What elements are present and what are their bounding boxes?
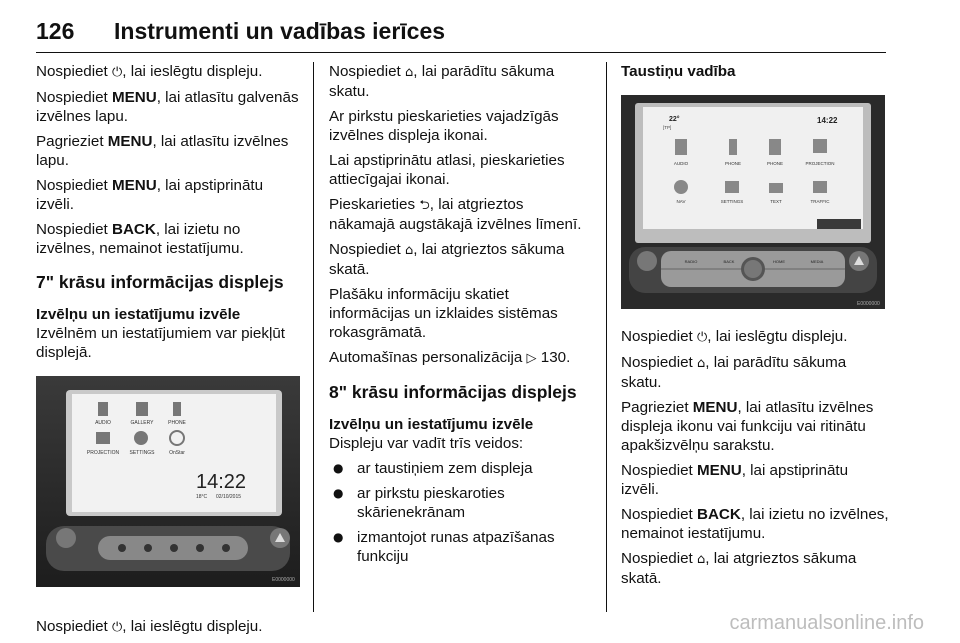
app-label: PHONE (766, 161, 784, 166)
subsection-heading: Izvēlņu un iestatījumu izvēle (329, 416, 534, 433)
paragraph: Lai apstiprinātu atlasi, pieskarieties attiecīgajai ikonai. (329, 152, 565, 188)
paragraph: Pagrieziet MENU, lai atlasītu izvēlnes displeja ikonu vai funkciju vai ritinātu apakšizvēlņu sarakstu. (621, 399, 874, 454)
app-label: PROJECTION (86, 450, 120, 456)
bullet-list (329, 459, 593, 566)
paragraph: Nospiediet BACK, lai izietu no izvēlnes, nemainot iestatījumu. (621, 506, 889, 542)
paragraph: Plašāku informāciju skatiet informācijas un izklaides sistēmas rokasgrāmatā. (329, 286, 558, 341)
app-label: PROJECTION (805, 161, 835, 166)
paragraph: Izvēlnēm un iestatījumiem var piekļūt displejā. (36, 325, 286, 361)
paragraph: Nospiediet ⌂, lai atgrieztos sākuma skatā. (329, 241, 565, 278)
tp-indicator: [TP] (663, 125, 672, 130)
paragraph: Pagrieziet MENU, lai atlasītu izvēlnes lapu. (36, 133, 289, 169)
figure-code: E0000000 (272, 577, 295, 583)
section-heading: 7" krāsu informācijas displejs (36, 272, 284, 292)
page-title: Instrumenti un vadības ierīces (114, 18, 446, 44)
paragraph: Ar pirkstu pieskarieties vajadzīgās izvēlnes displeja ikonai. (329, 108, 559, 144)
column-3 (621, 62, 889, 594)
date: 02/10/2015 (216, 494, 242, 500)
app-label: OnStar (169, 450, 185, 456)
paragraph: Nospiediet ⏻, lai ieslēgtu displeju. (621, 328, 848, 345)
paragraph: Displeju var vadīt trīs veidos: (329, 435, 524, 452)
reference-arrow-icon: ▷ (526, 351, 537, 366)
list-item: ● ar pirkstu pieskaroties skārienekrānam (329, 484, 593, 522)
home-icon: ⌂ (696, 552, 706, 567)
home-icon: ⌂ (404, 65, 414, 80)
section-heading: 8" krāsu informācijas displejs (329, 382, 577, 402)
button-label: RADIO (684, 259, 698, 264)
infotainment-8in-figure (621, 95, 885, 309)
watermark: carmanualsonline.info (729, 612, 924, 634)
list-item: ● izmantojot runas atpazīšanas funkciju (329, 528, 593, 566)
temperature: 22° (669, 116, 680, 123)
button-label: BACK (723, 259, 735, 264)
paragraph: Pieskarieties ⮌, lai atgrieztos nākamajā augstākajā izvēlnes līmenī. (329, 196, 582, 233)
app-label: AUDIO (673, 161, 689, 166)
app-label: GALLERY (130, 420, 154, 426)
column-divider (606, 62, 607, 612)
paragraph: Nospiediet BACK, lai izietu no izvēlnes, nemainot iestatījumu. (36, 221, 244, 257)
paragraph: Nospiediet MENU, lai apstiprinātu izvēli. (621, 462, 849, 498)
column-1 (36, 62, 300, 643)
power-icon: ⏻ (111, 65, 123, 80)
app-label: NAV (676, 199, 686, 204)
app-label: TEXT (770, 199, 782, 204)
back-arrow-icon: ⮌ (419, 198, 430, 213)
app-label: PHONE (168, 420, 186, 426)
column-divider (313, 62, 314, 612)
paragraph: Automašīnas personalizācija ▷ 130. (329, 349, 571, 366)
power-icon: ⏻ (111, 620, 123, 635)
button-label: HOME (773, 259, 785, 264)
paragraph: Nospiediet ⏻, lai ieslēgtu displeju. (36, 63, 263, 80)
column-2 (329, 62, 593, 572)
subsection-heading: Izvēlņu un iestatījumu izvēle (36, 306, 241, 323)
paragraph: Nospiediet ⏻, lai ieslēgtu displeju. (36, 618, 263, 635)
page-number: 126 (36, 18, 75, 44)
paragraph: Nospiediet ⌂, lai parādītu sākuma skatu. (621, 354, 847, 391)
app-label: SETTINGS (129, 450, 155, 456)
home-icon: ⌂ (404, 243, 414, 258)
list-item: ● ar taustiņiem zem displeja (329, 459, 593, 478)
paragraph: Nospiediet MENU, lai atlasītu galvenās izvēlnes lapu. (36, 89, 299, 125)
app-label: AUDIO (95, 420, 111, 426)
temperature: 18°C (196, 494, 208, 500)
app-label: SETTINGS (720, 199, 744, 204)
clock: 14:22 (817, 116, 838, 125)
infotainment-7in-figure (36, 376, 300, 587)
figure-code: E0000000 (857, 301, 880, 307)
power-icon: ⏻ (696, 330, 708, 345)
home-icon: ⌂ (696, 356, 706, 371)
paragraph: Nospiediet ⌂, lai atgrieztos sākuma skatā. (621, 550, 857, 587)
paragraph: Nospiediet MENU, lai apstiprinātu izvēli. (36, 177, 264, 213)
app-label: PHONE (724, 161, 742, 166)
clock: 14:22 (196, 471, 247, 493)
page-header (36, 16, 886, 53)
app-label: TRAFFIC (810, 199, 830, 204)
paragraph: Nospiediet ⌂, lai parādītu sākuma skatu. (329, 63, 555, 100)
subsection-heading: Taustiņu vadība (621, 63, 736, 80)
button-label: MEDIA (810, 259, 824, 264)
